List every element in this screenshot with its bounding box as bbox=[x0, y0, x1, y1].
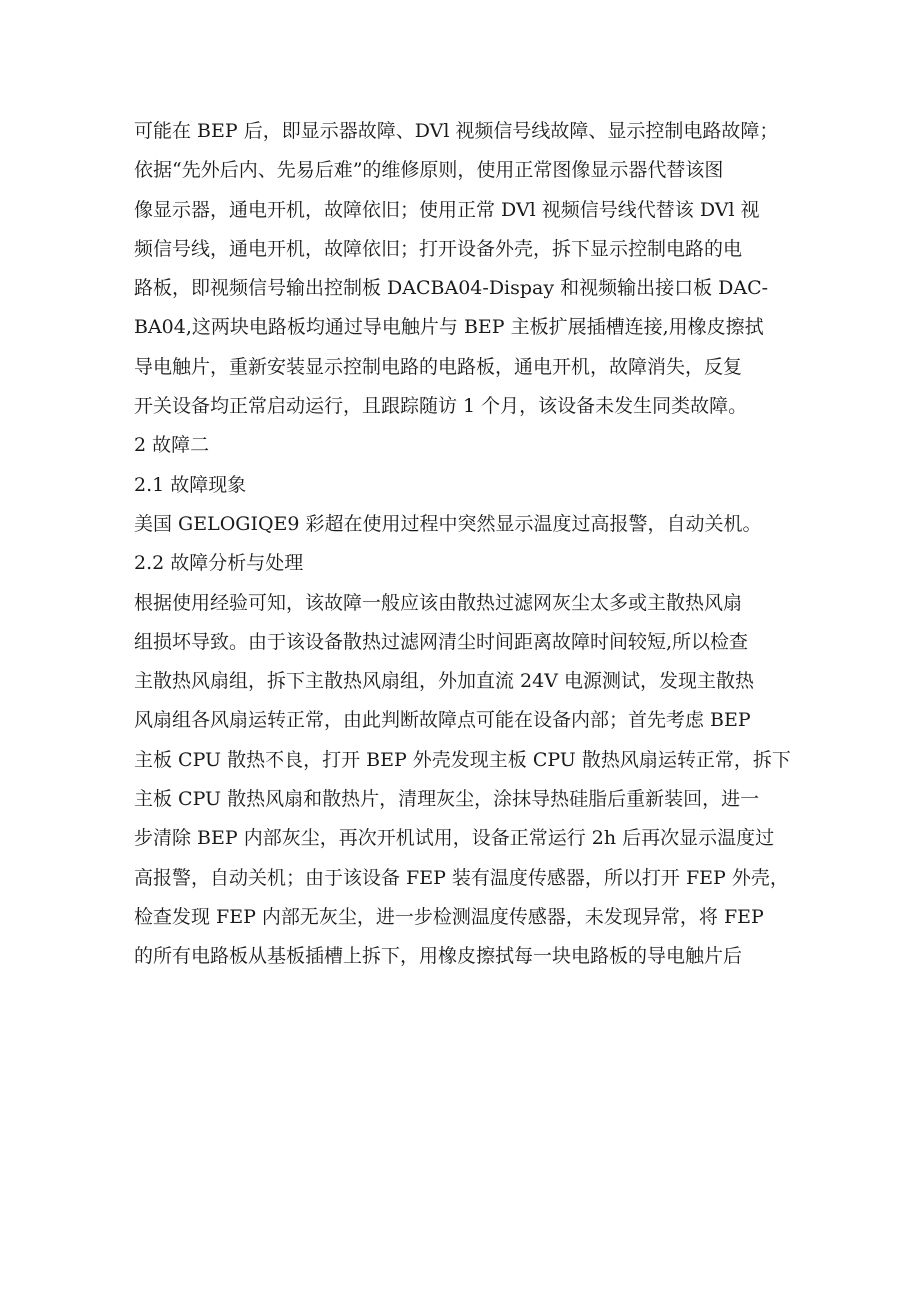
text-line: 导电触片，重新安装显示控制电路的电路板，通电开机，故障消失，反复 bbox=[134, 355, 743, 378]
text-line: 的所有电路板从基板插槽上拆下，用橡皮擦拭每一块电路板的导电触片后 bbox=[134, 945, 743, 968]
subsection-heading-analysis: 2.2 故障分析与处理 bbox=[134, 552, 304, 575]
phenomenon-text: 美国 GELOGIQE9 彩超在使用过程中突然显示温度过高报警，自动关机。 bbox=[134, 512, 762, 535]
text-line: 频信号线，通电开机，故障依旧；打开设备外壳，拆下显示控制电路的电 bbox=[134, 237, 743, 260]
text-line: 检查发现 FEP 内部无灰尘，进一步检测温度传感器，未发现异常，将 FEP bbox=[134, 905, 764, 928]
text-line: 高报警，自动关机；由于该设备 FEP 装有温度传感器，所以打开 FEP 外壳， bbox=[134, 866, 789, 889]
paragraph-fault-one-continued bbox=[134, 112, 794, 426]
text-line: BA04,这两块电路板均通过导电触片与 BEP 主板扩展插槽连接,用橡皮擦拭 bbox=[134, 316, 764, 339]
section-heading-fault-two: 2 故障二 bbox=[134, 434, 210, 457]
text-line: 主板 CPU 散热不良，打开 BEP 外壳发现主板 CPU 散热风扇运转正常，拆下 bbox=[134, 748, 791, 771]
text-line: 组损坏导致。由于该设备散热过滤网清尘时间距离故障时间较短,所以检查 bbox=[134, 630, 749, 653]
text-line: 主板 CPU 散热风扇和散热片，清理灰尘，涂抹导热硅脂后重新装回，进一 bbox=[134, 788, 760, 811]
text-line: 根据使用经验可知，该故障一般应该由散热过滤网灰尘太多或主散热风扇 bbox=[134, 591, 743, 614]
text-line: 风扇组各风扇运转正常，由此判断故障点可能在设备内部；首先考虑 BEP bbox=[134, 709, 751, 732]
text-line: 开关设备均正常启动运行，且跟踪随访 1 个月，该设备未发生同类故障。 bbox=[134, 395, 748, 418]
text-line: 像显示器，通电开机，故障依旧；使用正常 DVl 视频信号线代替该 DVl 视 bbox=[134, 198, 760, 221]
paragraph-analysis bbox=[134, 584, 794, 977]
subsection-heading-phenomenon: 2.1 故障现象 bbox=[134, 473, 247, 496]
text-line: 主散热风扇组，拆下主散热风扇组，外加直流 24V 电源测试，发现主散热 bbox=[134, 670, 754, 693]
text-line: 路板，即视频信号输出控制板 DACBA04-Dispay 和视频输出接口板 DAC- bbox=[134, 277, 769, 300]
text-line: 步清除 BEP 内部灰尘，再次开机试用，设备正常运行 2h 后再次显示温度过 bbox=[134, 827, 775, 850]
text-line: 依据“先外后内、先易后难”的维修原则，使用正常图像显示器代替该图 bbox=[134, 159, 724, 182]
document-body bbox=[134, 112, 794, 977]
text-line: 可能在 BEP 后，即显示器故障、DVl 视频信号线故障、显示控制电路故障； bbox=[134, 120, 779, 142]
